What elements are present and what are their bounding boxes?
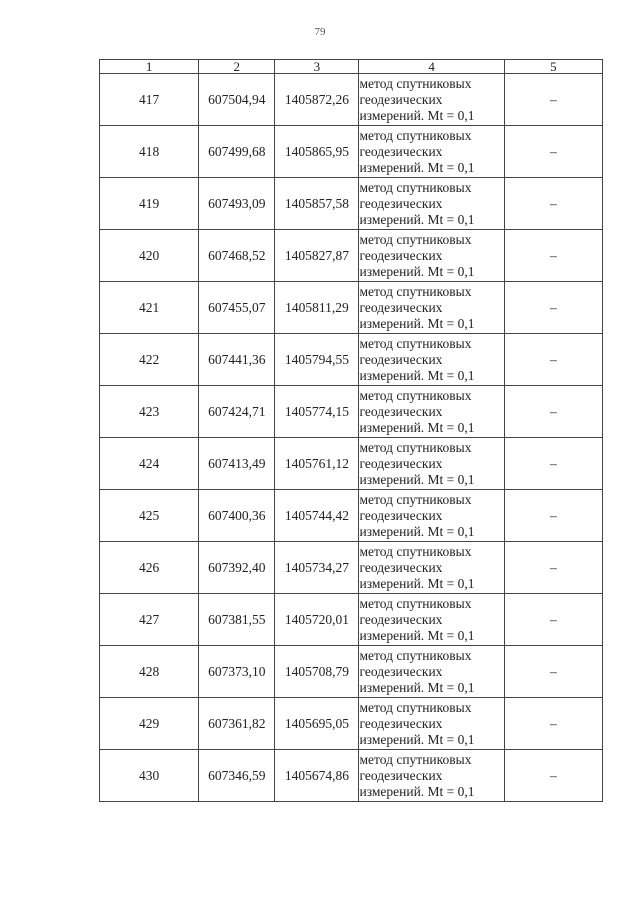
method-line: метод спутниковых [359, 491, 472, 507]
y-coordinate-cell: 1405827,87 [275, 230, 359, 282]
table-body [100, 74, 603, 802]
y-coordinate-cell: 1405794,55 [275, 334, 359, 386]
method-cell [359, 698, 504, 750]
method-line: измерений. Mt = 0,1 [359, 367, 475, 383]
method-line: метод спутниковых [359, 127, 472, 143]
method-cell [359, 542, 504, 594]
method-line: измерений. Mt = 0,1 [359, 471, 475, 487]
table-row [100, 230, 603, 282]
header-cell-4: 4 [359, 60, 504, 74]
y-coordinate-cell: 1405774,15 [275, 386, 359, 438]
table-row [100, 594, 603, 646]
table-row [100, 334, 603, 386]
header-cell-5: 5 [504, 60, 602, 74]
point-number-cell: 421 [100, 282, 199, 334]
page-number: 79 [314, 26, 326, 38]
point-number-cell: 427 [100, 594, 199, 646]
method-line: измерений. Mt = 0,1 [359, 783, 475, 799]
point-number-cell: 417 [100, 74, 199, 126]
note-cell: – [504, 178, 602, 230]
method-cell [359, 750, 504, 802]
method-line: геодезических [359, 143, 443, 159]
x-coordinate-cell: 607381,55 [199, 594, 275, 646]
point-number-cell: 423 [100, 386, 199, 438]
x-coordinate-cell: 607400,36 [199, 490, 275, 542]
y-coordinate-cell: 1405811,29 [275, 282, 359, 334]
method-line: измерений. Mt = 0,1 [359, 575, 475, 591]
note-cell: – [504, 594, 602, 646]
x-coordinate-cell: 607493,09 [199, 178, 275, 230]
point-number-cell: 420 [100, 230, 199, 282]
method-line: геодезических [359, 247, 443, 263]
method-line: метод спутниковых [359, 543, 472, 559]
method-cell [359, 386, 504, 438]
y-coordinate-cell: 1405674,86 [275, 750, 359, 802]
table-row [100, 750, 603, 802]
method-line: геодезических [359, 299, 443, 315]
y-coordinate-cell: 1405695,05 [275, 698, 359, 750]
method-cell [359, 74, 504, 126]
method-line: геодезических [359, 559, 443, 575]
table-row [100, 178, 603, 230]
table-row [100, 646, 603, 698]
table-row [100, 126, 603, 178]
x-coordinate-cell: 607499,68 [199, 126, 275, 178]
point-number-cell: 426 [100, 542, 199, 594]
point-number-cell: 425 [100, 490, 199, 542]
note-cell: – [504, 646, 602, 698]
method-line: метод спутниковых [359, 387, 472, 403]
note-cell: – [504, 542, 602, 594]
y-coordinate-cell: 1405872,26 [275, 74, 359, 126]
method-line: геодезических [359, 715, 443, 731]
table-row [100, 698, 603, 750]
x-coordinate-cell: 607504,94 [199, 74, 275, 126]
note-cell: – [504, 230, 602, 282]
note-cell: – [504, 74, 602, 126]
method-line: метод спутниковых [359, 75, 472, 91]
note-cell: – [504, 126, 602, 178]
method-cell [359, 230, 504, 282]
method-line: метод спутниковых [359, 647, 472, 663]
method-line: геодезических [359, 91, 443, 107]
method-line: метод спутниковых [359, 439, 472, 455]
method-line: геодезических [359, 663, 443, 679]
coordinates-table [99, 59, 603, 802]
note-cell: – [504, 698, 602, 750]
method-line: метод спутниковых [359, 283, 472, 299]
method-cell [359, 282, 504, 334]
point-number-cell: 418 [100, 126, 199, 178]
y-coordinate-cell: 1405865,95 [275, 126, 359, 178]
method-line: метод спутниковых [359, 751, 472, 767]
method-line: измерений. Mt = 0,1 [359, 315, 475, 331]
method-line: метод спутниковых [359, 699, 472, 715]
method-line: геодезических [359, 403, 443, 419]
method-line: геодезических [359, 611, 443, 627]
table-row [100, 282, 603, 334]
header-cell-2: 2 [199, 60, 275, 74]
table-row [100, 438, 603, 490]
method-line: геодезических [359, 767, 443, 783]
x-coordinate-cell: 607441,36 [199, 334, 275, 386]
method-line: измерений. Mt = 0,1 [359, 263, 475, 279]
x-coordinate-cell: 607346,59 [199, 750, 275, 802]
method-line: геодезических [359, 507, 443, 523]
note-cell: – [504, 438, 602, 490]
method-line: геодезических [359, 455, 443, 471]
table-row [100, 386, 603, 438]
method-line: измерений. Mt = 0,1 [359, 523, 475, 539]
y-coordinate-cell: 1405708,79 [275, 646, 359, 698]
point-number-cell: 419 [100, 178, 199, 230]
x-coordinate-cell: 607361,82 [199, 698, 275, 750]
y-coordinate-cell: 1405857,58 [275, 178, 359, 230]
method-line: измерений. Mt = 0,1 [359, 211, 475, 227]
table-row [100, 542, 603, 594]
method-line: измерений. Mt = 0,1 [359, 159, 475, 175]
point-number-cell: 424 [100, 438, 199, 490]
method-line: метод спутниковых [359, 231, 472, 247]
table-row [100, 490, 603, 542]
y-coordinate-cell: 1405734,27 [275, 542, 359, 594]
y-coordinate-cell: 1405744,42 [275, 490, 359, 542]
method-cell [359, 646, 504, 698]
x-coordinate-cell: 607468,52 [199, 230, 275, 282]
method-cell [359, 178, 504, 230]
method-cell [359, 126, 504, 178]
x-coordinate-cell: 607413,49 [199, 438, 275, 490]
method-cell [359, 438, 504, 490]
header-row [100, 60, 603, 74]
method-line: геодезических [359, 351, 443, 367]
method-line: измерений. Mt = 0,1 [359, 731, 475, 747]
method-line: измерений. Mt = 0,1 [359, 627, 475, 643]
method-line: метод спутниковых [359, 595, 472, 611]
note-cell: – [504, 386, 602, 438]
x-coordinate-cell: 607392,40 [199, 542, 275, 594]
note-cell: – [504, 282, 602, 334]
method-line: метод спутниковых [359, 179, 472, 195]
method-line: метод спутниковых [359, 335, 472, 351]
x-coordinate-cell: 607373,10 [199, 646, 275, 698]
x-coordinate-cell: 607424,71 [199, 386, 275, 438]
method-cell [359, 334, 504, 386]
method-line: измерений. Mt = 0,1 [359, 679, 475, 695]
y-coordinate-cell: 1405761,12 [275, 438, 359, 490]
header-cell-3: 3 [275, 60, 359, 74]
y-coordinate-cell: 1405720,01 [275, 594, 359, 646]
method-line: геодезических [359, 195, 443, 211]
note-cell: – [504, 490, 602, 542]
table-row [100, 74, 603, 126]
method-cell [359, 594, 504, 646]
method-line: измерений. Mt = 0,1 [359, 419, 475, 435]
point-number-cell: 429 [100, 698, 199, 750]
note-cell: – [504, 334, 602, 386]
method-line: измерений. Mt = 0,1 [359, 107, 475, 123]
header-cell-1: 1 [100, 60, 199, 74]
point-number-cell: 422 [100, 334, 199, 386]
method-cell [359, 490, 504, 542]
note-cell: – [504, 750, 602, 802]
point-number-cell: 430 [100, 750, 199, 802]
point-number-cell: 428 [100, 646, 199, 698]
x-coordinate-cell: 607455,07 [199, 282, 275, 334]
